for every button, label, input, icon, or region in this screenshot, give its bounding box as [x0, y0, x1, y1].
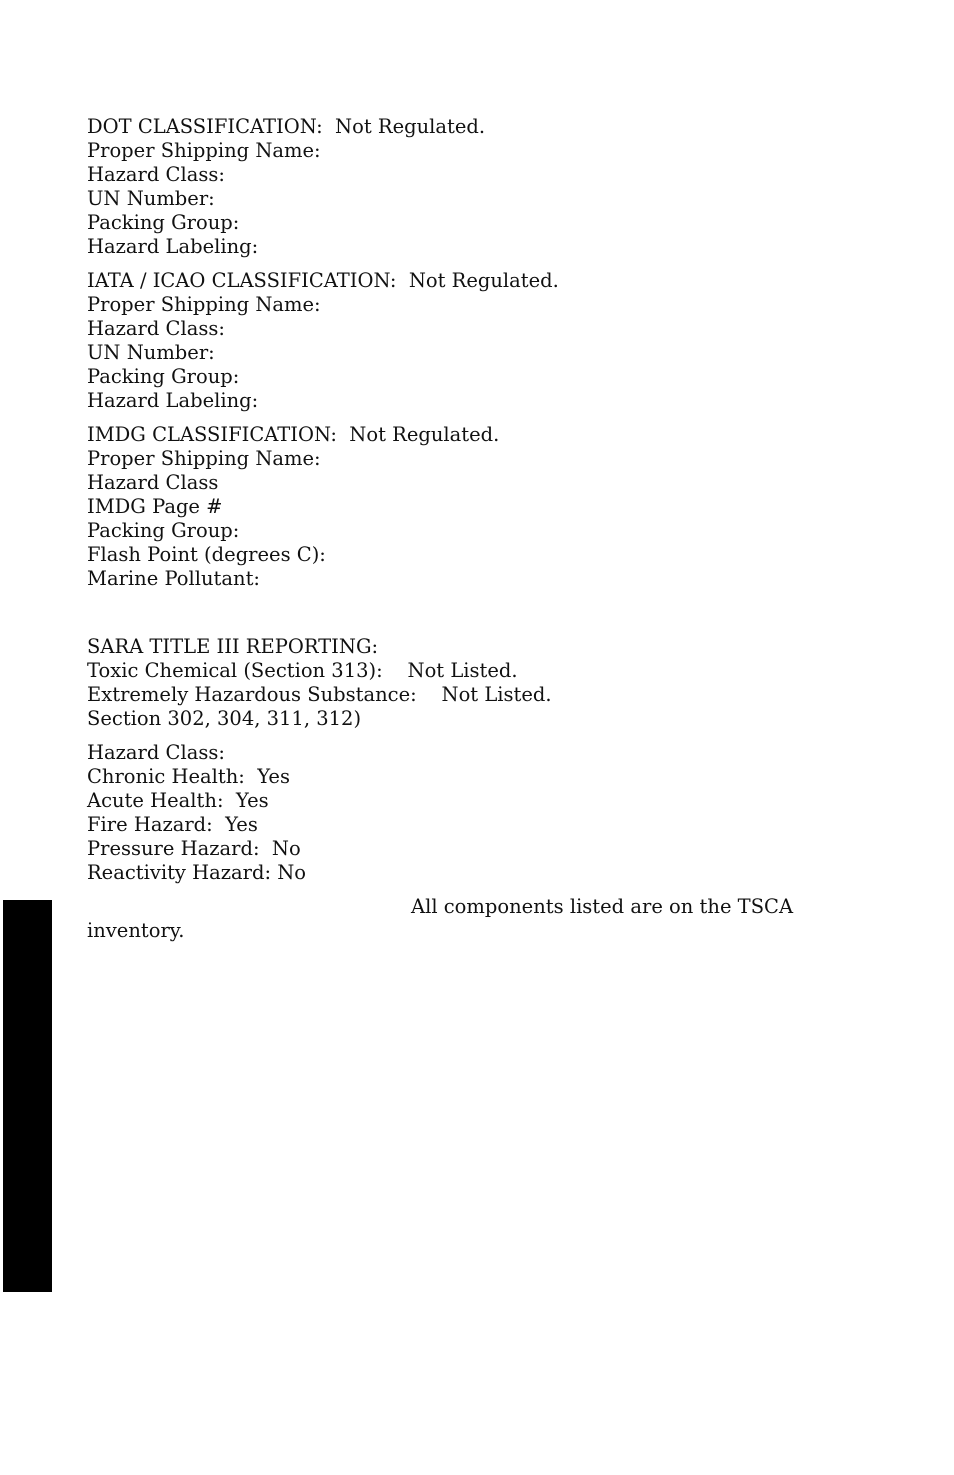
iata-un-number: UN Number:: [87, 341, 215, 364]
chronic-health: Chronic Health: Yes: [87, 765, 290, 788]
dot-classification-heading: DOT CLASSIFICATION: Not Regulated.: [87, 115, 486, 138]
sara-toxic-chemical: Toxic Chemical (Section 313): Not Listed.: [87, 659, 518, 682]
pressure-hazard: Pressure Hazard: No: [87, 837, 301, 860]
imdg-proper-shipping-name: Proper Shipping Name:: [87, 447, 321, 470]
dot-un-number: UN Number:: [87, 187, 215, 210]
imdg-classification-heading: IMDG CLASSIFICATION: Not Regulated.: [87, 423, 500, 446]
imdg-flash-point: Flash Point (degrees C):: [87, 543, 326, 566]
iata-packing-group: Packing Group:: [87, 365, 240, 388]
hazard-class-label: Hazard Class:: [87, 741, 225, 764]
sara-extremely-hazardous: Extremely Hazardous Substance: Not Listed.: [87, 683, 552, 706]
iata-classification-heading: IATA / ICAO CLASSIFICATION: Not Regulated.: [87, 269, 559, 292]
reactivity-hazard: Reactivity Hazard: No: [87, 861, 307, 884]
iata-hazard-labeling: Hazard Labeling:: [87, 389, 259, 412]
iata-proper-shipping-name: Proper Shipping Name:: [87, 293, 321, 316]
imdg-page-number: IMDG Page #: [87, 495, 223, 518]
imdg-packing-group: Packing Group:: [87, 519, 240, 542]
dot-proper-shipping-name: Proper Shipping Name:: [87, 139, 321, 162]
imdg-hazard-class: Hazard Class: [87, 471, 219, 494]
dot-hazard-labeling: Hazard Labeling:: [87, 235, 259, 258]
dot-packing-group: Packing Group:: [87, 211, 240, 234]
tsca-statement-line1: All components listed are on the TSCA: [411, 895, 794, 918]
acute-health: Acute Health: Yes: [87, 789, 269, 812]
iata-hazard-class: Hazard Class:: [87, 317, 225, 340]
imdg-marine-pollutant: Marine Pollutant:: [87, 567, 260, 590]
sara-sections: Section 302, 304, 311, 312): [87, 707, 362, 730]
dot-hazard-class: Hazard Class:: [87, 163, 225, 186]
edge-tab-marker: [3, 900, 52, 1292]
fire-hazard: Fire Hazard: Yes: [87, 813, 258, 836]
tsca-statement-line2: inventory.: [87, 919, 185, 942]
sara-heading: SARA TITLE III REPORTING:: [87, 635, 379, 658]
